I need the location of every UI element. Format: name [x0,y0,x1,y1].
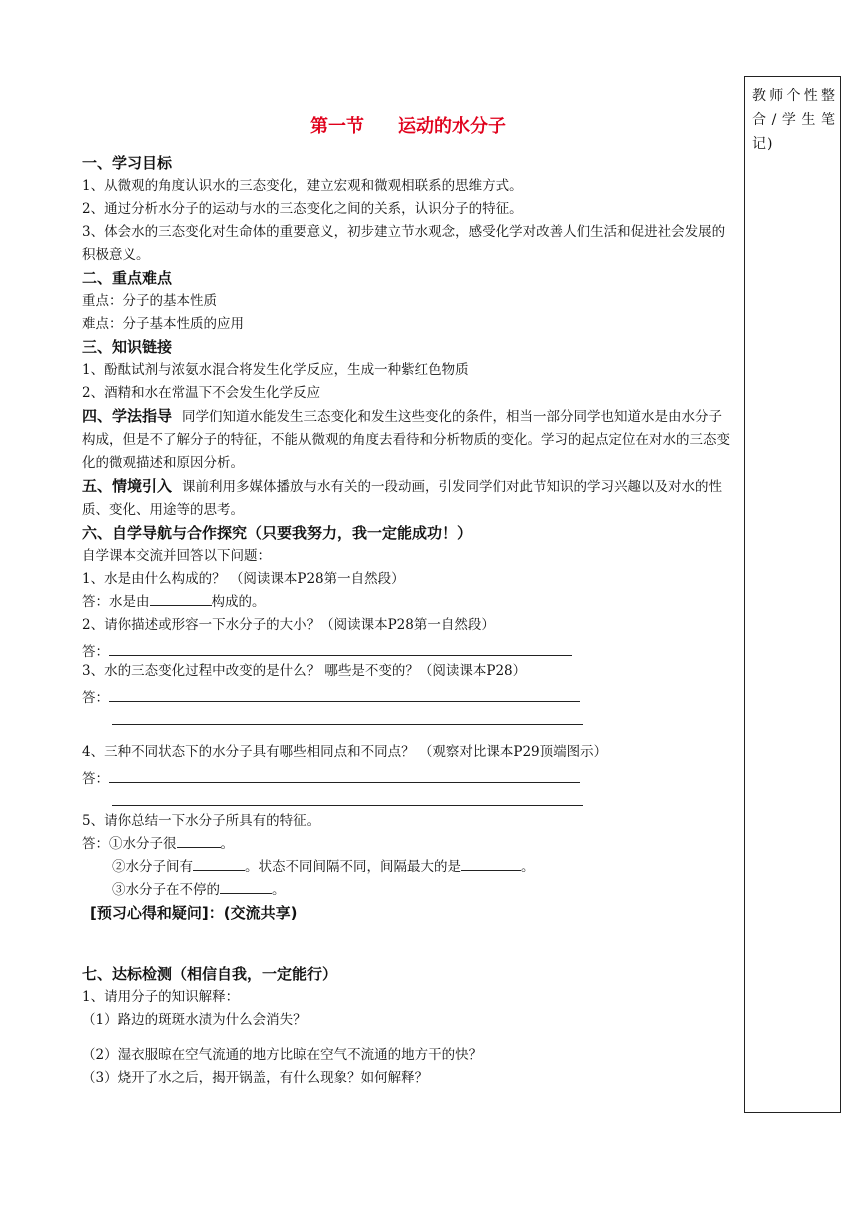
answer-1-blank[interactable] [150,591,212,606]
question-4: 4、三种不同状态下的水分子具有哪些相同点和不同点？ （观察对比课本P29顶端图示） [82,744,608,760]
assessment-sub-2: （2）湿衣服晾在空气流通的地方比晾在空气不流通的地方干的快？ [82,1047,483,1063]
heading-preview-notes: [预习心得和疑问]：(交流共享) [90,904,298,922]
assessment-sub-1: （1）路边的斑斑水渍为什么会消失？ [82,1012,307,1028]
heading-study-method: 四、学法指导 [82,407,173,425]
answer-5-2-prefix: ②水分子间有 [112,859,193,875]
page-title [82,112,734,142]
heading-self-study: 六、自学导航与合作探究（只要我努力，我一定能成功！） [82,524,473,542]
self-study-intro: 自学课本交流并回答以下问题： [82,548,271,564]
study-method-paragraph [82,405,734,475]
answer-1-suffix: 构成的。 [211,594,266,610]
spacer [82,925,734,963]
answer-label: 答： [82,644,109,660]
answer-5-3 [82,879,734,902]
heading-assessment: 七、达标检测（相信自我，一定能行） [82,965,338,983]
answer-label: 答： [82,771,109,787]
answer-5-1-suffix: 。 [220,836,234,852]
answer-4-continued [82,787,734,810]
answer-3-line[interactable] [109,686,580,702]
answer-4-line[interactable] [109,767,580,783]
goal-item: 2、通过分析水分子的运动与水的三态变化之间的关系，认识分子的特征。 [82,201,523,217]
goal-item: 1、从微观的角度认识水的三态变化，建立宏观和微观相联系的思维方式。 [82,178,523,194]
frame-bottom-line [744,1112,841,1113]
answer-5-2-suffix: 。 [521,859,535,875]
answer-4-line-2[interactable] [112,790,583,806]
heading-knowledge-links: 三、知识链接 [82,338,173,356]
assessment-question-1: 1、请用分子的知识解释： [82,989,240,1005]
heading-scenario: 五、情境引入 [82,477,173,495]
spacer [82,1032,734,1044]
difficulty-point: 难点：分子基本性质的应用 [82,316,244,332]
answer-3 [82,683,734,706]
key-point: 重点：分子的基本性质 [82,293,217,309]
frame-right-line [840,76,841,1112]
knowledge-item: 1、酚酞试剂与浓氨水混合将发生化学反应，生成一种紫红色物质 [82,362,469,378]
answer-5-3-prefix: ③水分子在不停的 [112,882,220,898]
study-method-text: 同学们知道水能发生三态变化和发生这些变化的条件，相当一部分同学也知道水是由水分子构成，但是不了解分子的特征，不能从微观的角度去看待和分析物质的变化。学习的起点定位在对水的三态变化的微观描述和原因分析。 [82,409,730,471]
answer-5-3-suffix: 。 [272,882,286,898]
answer-1-prefix: 答：水是由 [82,594,150,610]
question-5: 5、请你总结一下水分子所具有的特征。 [82,813,321,829]
answer-5-2-mid: 。状态不同间隔不同，间隔最大的是 [245,859,461,875]
main-content [82,112,734,1090]
teacher-notes-column: 教师个性整合/学生笔记) [752,88,836,152]
section-number: 第一节 [310,116,364,137]
answer-5-1-blank[interactable] [177,833,221,848]
answer-3-line-2[interactable] [112,709,583,725]
question-2: 2、请你描述或形容一下水分子的大小？（阅读课本P28第一自然段） [82,617,495,633]
heading-learning-goals: 一、学习目标 [82,154,173,172]
answer-5-3-blank[interactable] [220,879,272,894]
section-name: 运动的水分子 [398,116,506,137]
answer-5-2-blank-2[interactable] [461,856,521,871]
answer-4 [82,764,734,787]
frame-top-line [744,76,841,77]
heading-key-points: 二、重点难点 [82,269,173,287]
question-3: 3、水的三态变化过程中改变的是什么？ 哪些是不变的？（阅读课本P28） [82,663,527,679]
question-1: 1、水是由什么构成的？ （阅读课本P28第一自然段） [82,571,405,587]
answer-5-1 [82,833,734,856]
frame-divider-line [744,76,745,1112]
spacer [82,729,734,741]
answer-5-1-prefix: 答：①水分子很 [82,836,177,852]
assessment-sub-3: （3）烧开了水之后，揭开锅盖，有什么现象？如何解释？ [82,1070,429,1086]
goal-item: 3、体会水的三态变化对生命体的重要意义，初步建立节水观念，感受化学对改善人们生活和促进社会发展的积极意义。 [82,224,726,263]
answer-2 [82,637,734,660]
answer-label: 答： [82,690,109,706]
answer-5-2 [82,856,734,879]
answer-5-2-blank-1[interactable] [193,856,245,871]
scenario-text: 课前利用多媒体播放与水有关的一段动画，引发同学们对此节知识的学习兴趣以及对水的性质、变化、用途等的思考。 [82,479,723,518]
scenario-paragraph [82,475,734,522]
knowledge-item: 2、酒精和水在常温下不会发生化学反应 [82,385,321,401]
answer-2-line[interactable] [109,640,572,656]
answer-3-continued [82,706,734,729]
answer-1 [82,591,734,614]
